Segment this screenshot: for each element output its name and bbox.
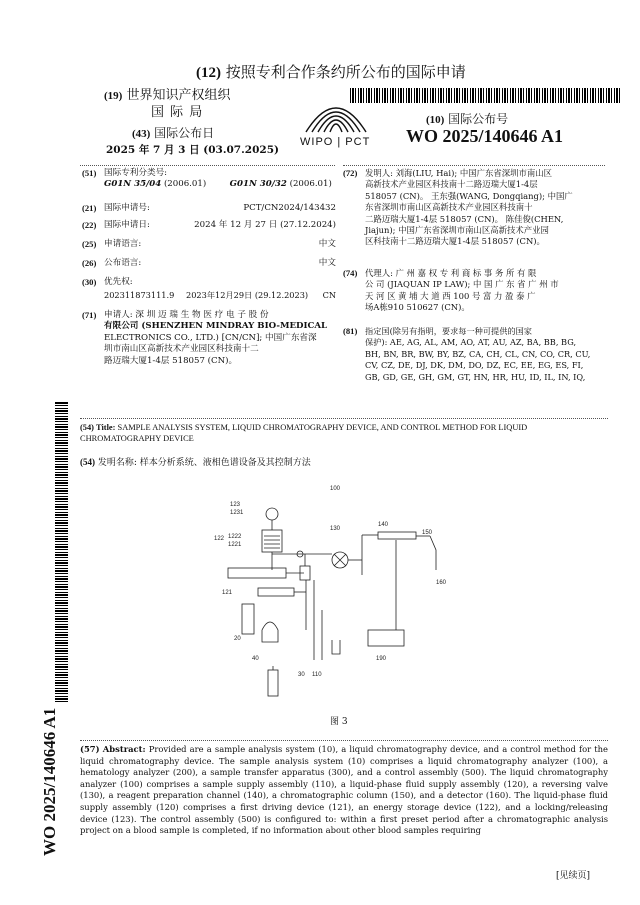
title-en-label: Title: [96, 423, 116, 432]
field-26-label: 公布语言: [104, 258, 142, 268]
left-separator [80, 165, 335, 166]
ipc-code-1: G01N 35/04 [104, 179, 162, 190]
inventor-line: 518057 (CN)。 王东强(WANG, Dongqiang); 中国广 [365, 190, 573, 201]
label-190: 190 [376, 656, 387, 662]
field-30-label: 优先权: [104, 277, 133, 287]
abstract-text: Provided are a sample analysis system (10), a liquid chromatography device, and a control method for the liquid chromatography device. The sample analysis system (10) comprises a liquid chromatography analyzer (100), a hematology analyzer (200), a sample transfer apparatus (300), and a control assembly (500). The liquid chromatography analyzer (100) comprises a sample supply assembly (110), a liquid-phase fluid supply assembly (120), a reversing valve (130), a reagent preparation channel (140), a chromatographic column (150), and a detector (160). The liquid-phase fluid supply assembly (120) comprises a first driving device (121), an energy storage device (122), and a locking/releasing device (123). The control assembly (500) is configured to: within a first preset period after a chromatographic analysis project on a blood sample is completed, if no information about other blood samples requiring [80, 744, 608, 836]
title-chinese [80, 455, 311, 468]
label-1222: 1222 [228, 534, 242, 540]
field-22 [82, 220, 336, 232]
abstract-code: (57) [80, 744, 100, 754]
label-110: 110 [312, 672, 322, 678]
continued-note: [见续页] [556, 871, 591, 881]
filing-date: 2024 年 12 月 27 日 (27.12.2024) [194, 220, 336, 230]
ipc-date-1: (2006.01) [163, 179, 207, 190]
field-25-code: (25) [82, 239, 97, 249]
pubno-label: 国际公布号 [448, 112, 509, 126]
title-en-text: SAMPLE ANALYSIS SYSTEM, LIQUID CHROMATOGRAPHY DEVICE, AND CONTROL METHOD FOR LIQUID CHROMATOGRAPHY DEVICE [80, 423, 528, 443]
field-51 [82, 168, 336, 192]
org-bureau: 国 际 局 [151, 105, 204, 120]
agent-line: 天 河 区 黄 埔 大 道 西 100 号 富 力 盈 泰 广 [365, 290, 536, 301]
title-separator [80, 418, 608, 419]
applicant-line: 有限公司 (SHENZHEN MINDRAY BIO-MEDICAL [104, 321, 328, 332]
label-100: 100 [330, 486, 341, 492]
field-74 [343, 268, 605, 316]
pubdate-code: (43) [132, 128, 151, 140]
inventor-line: 高新技术产业园区科技南十二路迈瑞大厦1-4层 [365, 179, 538, 190]
field-72 [343, 168, 605, 250]
label-1221: 1221 [228, 542, 242, 548]
field-81-code: (81) [343, 326, 358, 336]
abstract-separator [80, 740, 608, 741]
field-30-code: (30) [82, 277, 97, 287]
field-81 [343, 326, 605, 386]
filing-language: 中文 [318, 239, 336, 249]
priority-number: 202311873111.9 [104, 290, 175, 300]
field-71-code: (71) [82, 310, 97, 320]
pubdate-value: 2025 年 7 月 3 日 (03.07.2025) [106, 144, 279, 156]
field-71 [82, 310, 336, 372]
figure-caption: 图 3 [330, 717, 348, 727]
priority-date: 2023年12月29日 (29.12.2023) [186, 290, 309, 300]
priority-country: CN [322, 290, 336, 300]
title-code: (12) [196, 65, 221, 81]
abstract [80, 744, 608, 837]
field-25-label: 申请语言: [104, 239, 142, 249]
publication-language: 中文 [318, 258, 336, 268]
label-121: 121 [222, 590, 233, 596]
label-122: 122 [214, 536, 225, 542]
abstract-label: Abstract: [102, 744, 146, 754]
designated-states-line: CV, CZ, DE, DJ, DK, DM, DO, DZ, EC, EE, EG, ES, FI, [365, 360, 584, 371]
inventor-line: 东省深圳市南山区高新技术产业园区科技南十 [365, 202, 533, 213]
title-english [80, 422, 608, 444]
figure-3 [200, 480, 470, 702]
field-74-code: (74) [343, 268, 358, 278]
field-21-code: (21) [82, 203, 97, 213]
applicant-line: 路迈瑞大厦1-4层 518057 (CN)。 [104, 355, 238, 366]
designated-states-line: BH, BN, BR, BW, BY, BZ, CA, CH, CL, CN, CO, CR, CU, [365, 348, 591, 359]
agent-line: 公 司 (JIAQUAN IP LAW); 中 国 广 东 省 广 州 市 [365, 279, 559, 290]
inventor-line: 区科技南十二路迈瑞大厦1-4层 518057 (CN)。 [365, 236, 545, 247]
applicant-line: 申请人: 深 圳 迈 瑞 生 物 医 疗 电 子 股 份 [104, 310, 269, 320]
applicant-line: 圳市南山区高新技术产业园区科技南十二 [104, 344, 259, 355]
right-separator [343, 165, 605, 166]
title-text: 按照专利合作条约所公布的国际申请 [225, 63, 466, 81]
title-cn-code: (54) [80, 457, 95, 467]
designated-states-line: GB, GD, GE, GH, GM, GT, HN, HR, HU, ID, IL, IN, IQ, [365, 371, 586, 382]
application-number: PCT/CN2024/143432 [243, 203, 336, 213]
title-cn-text: 发明名称: 样本分析系统、液相色谱设备及其控制方法 [97, 458, 311, 468]
top-barcode [350, 88, 620, 103]
inventor-line: 二路迈瑞大厦1-4层 518057 (CN)。 陈佳俊(CHEN, [365, 213, 564, 224]
label-160: 160 [436, 580, 447, 586]
inventor-line: 发明人: 刘海(LIU, Hai); 中国广东省深圳市南山区 [365, 168, 552, 178]
field-25 [82, 239, 336, 251]
chromatography-schematic [200, 480, 470, 702]
label-130: 130 [330, 526, 341, 532]
designated-states-line: 指定国(除另有指明，要求每一种可提供的国家 [365, 326, 532, 336]
field-21-label: 国际申请号: [104, 203, 150, 213]
document-title [196, 61, 466, 82]
label-1231: 1231 [230, 510, 244, 516]
field-21 [82, 203, 336, 215]
pubdate-block [132, 124, 214, 141]
designated-states-line: 保护): AE, AG, AL, AM, AO, AT, AU, AZ, BA, BB, BG, [365, 337, 577, 348]
title-en-code: (54) [80, 423, 94, 432]
org-name: 世界知识产权组织 [126, 88, 231, 103]
side-publication-number: WO 2025/140646 A1 [40, 707, 59, 856]
pubno-value: WO 2025/140646 A1 [406, 126, 564, 146]
label-30: 30 [298, 672, 305, 678]
label-140: 140 [378, 522, 389, 528]
inventor-line: Jiajun); 中国广东省深圳市南山区高新技术产业园 [365, 225, 549, 236]
ipc-code-2: G01N 30/32 [229, 179, 287, 190]
field-26-code: (26) [82, 258, 97, 268]
field-22-code: (22) [82, 220, 97, 230]
field-51-code: (51) [82, 168, 97, 178]
field-51-label: 国际专利分类号: [104, 168, 168, 178]
label-20: 20 [234, 636, 241, 642]
ipc-date-2: (2006.01) [289, 179, 332, 190]
field-22-label: 国际申请日: [104, 220, 150, 230]
applicant-line: ELECTRONICS CO., LTD.) [CN/CN]; 中国广东省深 [104, 332, 317, 343]
field-26 [82, 258, 336, 270]
field-72-code: (72) [343, 168, 358, 178]
side-barcode [55, 402, 68, 702]
pubno-code: (10) [426, 114, 445, 126]
label-150: 150 [422, 530, 433, 536]
label-40: 40 [252, 656, 259, 662]
field-30 [82, 277, 336, 301]
wipo-text: WIPO | PCT [300, 136, 371, 148]
agent-line: 代理人: 广 州 嘉 权 专 利 商 标 事 务 所 有 限 [365, 268, 537, 278]
org-code: (19) [104, 90, 123, 102]
label-123: 123 [230, 502, 241, 508]
pubno-block [426, 110, 508, 127]
pubdate-label: 国际公布日 [154, 126, 215, 140]
agent-line: 场A栋910 510627 (CN)。 [365, 302, 470, 313]
